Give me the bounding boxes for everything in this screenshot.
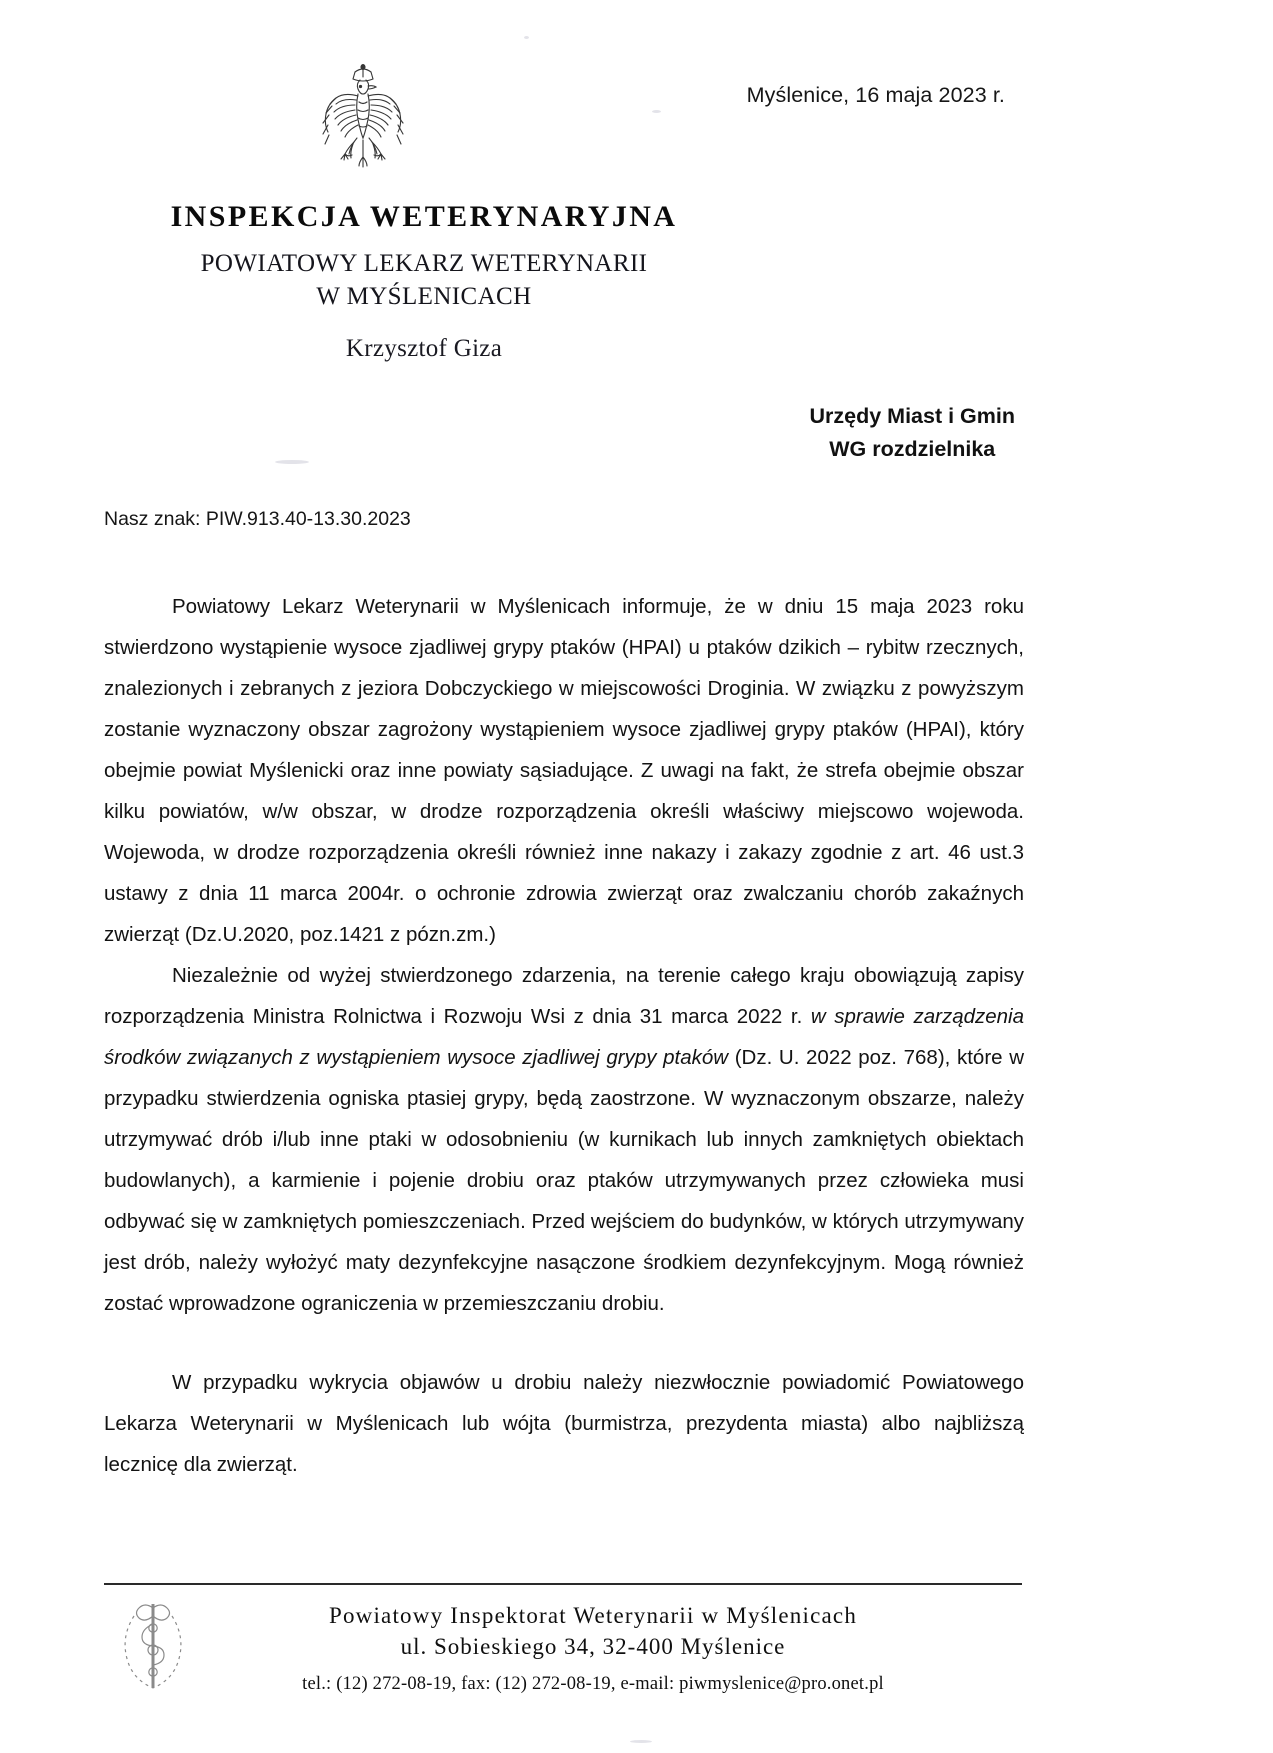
body-paragraph-1-text: Powiatowy Lekarz Weterynarii w Myślenicach informuje, że w dniu 15 maja 2023 roku stwierdzono wystąpienie wysoce zjadliwej grypy ptaków (HPAI) u ptaków dzikich – rybitw rzecznych, znalezionych i zebranych z jeziora Dobczyckiego w miejscowości Droginia. W związku z powyższym zostanie wyznaczony obszar zagrożony wystąpieniem wysoce zjadliwej grypy ptaków (HPAI), który obejmie powiat Myślenicki oraz inne powiaty sąsiadujące. Z uwagi na fakt, że strefa obejmie obszar kilku powiatów, w/w obszar, w drodze rozporządzenia określi właściwy miejscowo wojewoda. Wojewoda, w drodze rozporządzenia określi również inne nakazy i zakazy zgodnie z art. 46 ust.3 ustawy z dnia 11 marca 2004r. o ochronie zdrowia zwierząt oraz zwalczaniu chorób zakaźnych zwierząt (Dz.U.2020, poz.1421 z pózn.zm.) <box>104 595 1024 946</box>
body-paragraph-3 <box>104 1362 1024 1485</box>
body-paragraph-1 <box>104 586 1024 955</box>
addressee-line2: WG rozdzielnika <box>829 437 996 462</box>
letterhead-subtitle <box>104 247 744 313</box>
body-paragraph-2-pre: Niezależnie od wyżej stwierdzonego zdarzenia, na terenie całego kraju obowiązują zapisy rozporządzenia Ministra Rolnictwa i Rozwoju Wsi z dnia 31 marca 2022 r. <box>104 964 1024 1028</box>
officer-name: Krzysztof Giza <box>345 335 503 362</box>
body-paragraph-3-text: W przypadku wykrycia objawów u drobiu należy niezwłocznie powiadomić Powiatowego Lekarza Weterynarii w Myślenicach lub wójta (burmistrza, prezydenta miasta) albo najbliższą lecznicę dla zwierząt. <box>104 1371 1024 1476</box>
addressee-line1: Urzędy Miast i Gmin <box>809 404 1015 428</box>
letterhead-subtitle-line2: W MYŚLENICACH <box>316 283 532 310</box>
page-title: INSPEKCJA WETERYNARYJNA <box>170 200 678 233</box>
body-paragraph-2 <box>104 955 1024 1324</box>
reference-number: Nasz znak: PIW.913.40-13.30.2023 <box>104 508 411 530</box>
date-line: Myślenice, 16 maja 2023 r. <box>746 83 1005 107</box>
scan-speckle <box>524 36 529 39</box>
body-paragraph-2-italic: w sprawie zarządzenia środków związanych z wystąpieniem wysoce zjadliwej grypy ptaków <box>104 1005 1025 1069</box>
scan-speckle <box>275 460 309 464</box>
body-paragraph-2-post: (Dz. U. 2022 poz. 768), które w przypadku stwierdzenia ogniska ptasiej grypy, będą zaostrzone. W wyznaczonym obszarze, należy utrzymywać drób i/lub inne ptaki w odosobnieniu (w kurnikach lub innych zamkniętych obiektach budowlanych), a karmienie i pojenie drobiu oraz ptaków utrzymywanych przez człowieka musi odbywać się w zamkniętych pomieszczeniach. Przed wejściem do budynków, w których utrzymywany jest drób, należy wyłożyć maty dezynfekcyjne nasączone środkiem dezynfekcyjnym. Mogą również zostać wprowadzone ograniczenia w przemieszczaniu drobiu. <box>104 1046 1024 1315</box>
addressee-block <box>810 400 1016 467</box>
scan-speckle <box>652 110 661 113</box>
footer-office-name: Powiatowy Inspektorat Weterynarii w Myślenicach <box>328 1603 858 1628</box>
footer-address: ul. Sobieskiego 34, 32-400 Myślenice <box>400 1634 786 1660</box>
footer-contact: tel.: (12) 272-08-19, fax: (12) 272-08-19, e-mail: piwmyslenice@pro.onet.pl <box>302 1674 884 1695</box>
letterhead-subtitle-line1: POWIATOWY LEKARZ WETERYNARII <box>200 250 648 277</box>
polish-eagle-emblem <box>308 58 418 178</box>
letterhead <box>104 200 744 363</box>
scan-speckle <box>630 1740 652 1743</box>
letter-body <box>104 586 1024 1485</box>
footer-divider <box>104 1583 1022 1585</box>
footer-block <box>104 1600 1022 1695</box>
